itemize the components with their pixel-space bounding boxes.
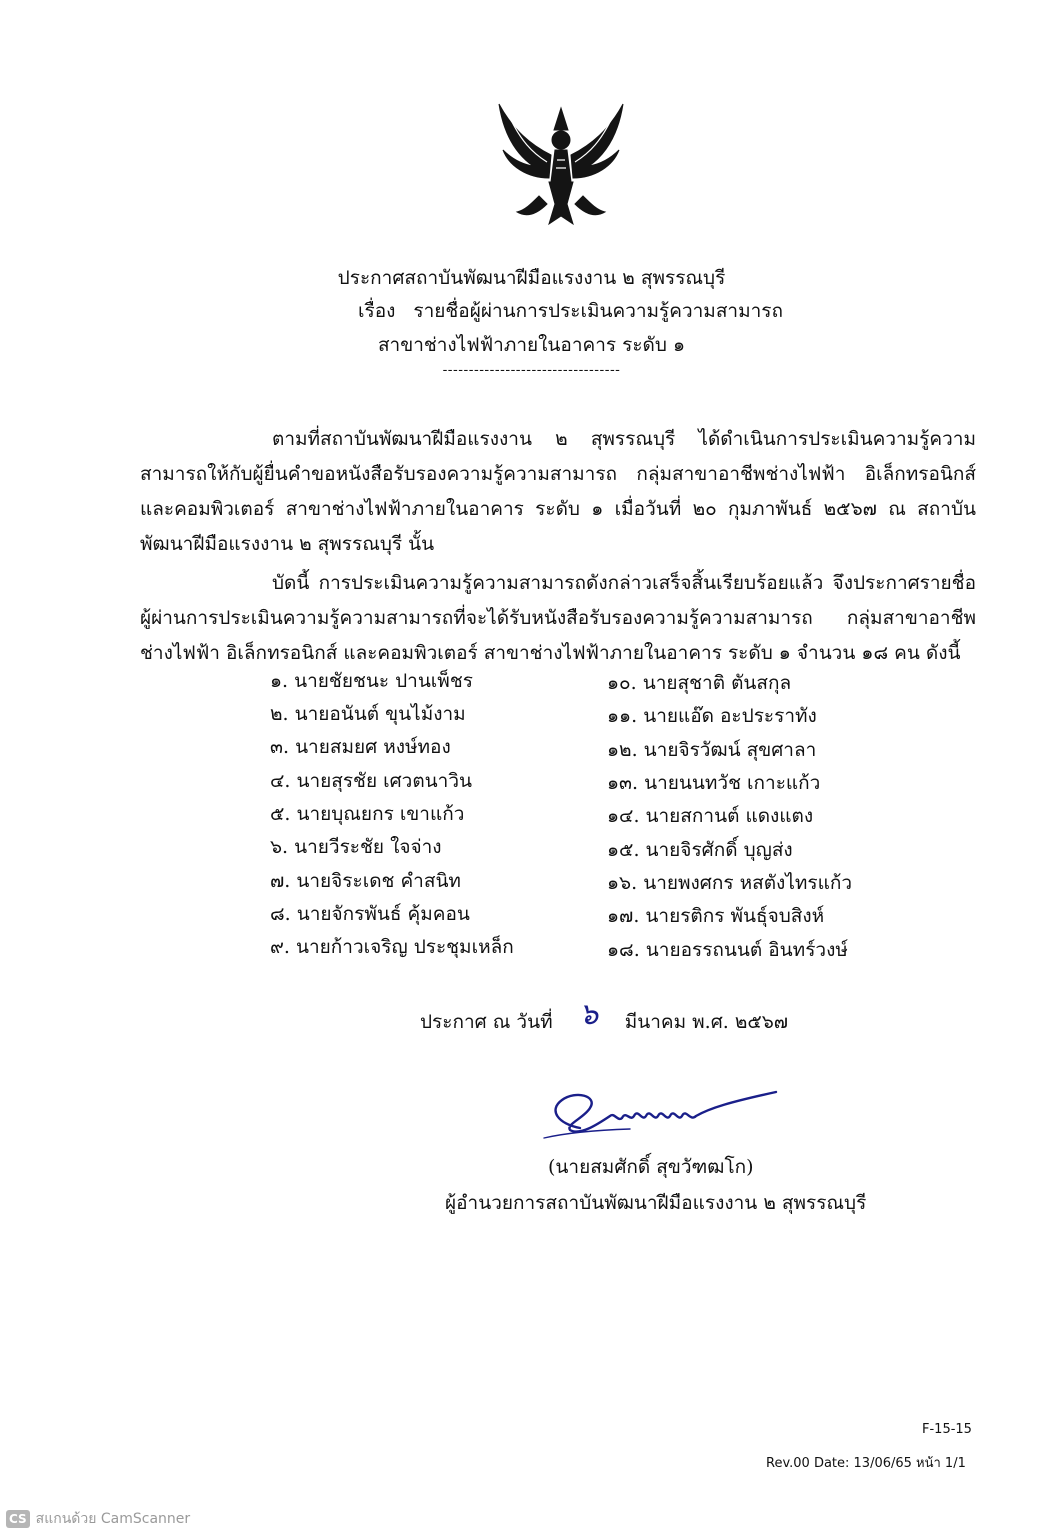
garuda-emblem [491,100,631,230]
name-list-item: ๘. นายจักรพันธ์ คุ้มคอน [270,903,470,925]
name-list-item: ๑๕. นายจิรศักดิ์ บุญส่ง [607,839,793,861]
name-list-item: ๗. นายจิระเดช คำสนิท [270,870,461,892]
name-list-item: ๑๐. นายสุชาติ ตันสกุล [607,672,792,694]
subject-label: เรื่อง [358,300,396,322]
scanner-text: สแกนด้วย CamScanner [35,1511,191,1527]
name-list-item: ๔. นายสุรชัย เศวตนาวิน [270,770,472,792]
subject-line [358,296,783,326]
name-list-item: ๑๗. นายรติกร พันธุ์จบสิงห์ [607,905,825,927]
name-list-item: ๒. นายอนันต์ ขุนไม้งาม [270,703,466,725]
signature-scribble [540,1080,790,1150]
name-list-item: ๑๒. นายจิรวัฒน์ สุขศาลา [607,739,817,761]
announcement-title: ประกาศสถาบันพัฒนาฝีมือแรงงาน ๒ สุพรรณบุรี [337,267,726,289]
name-list-item: ๓. นายสมยศ หงษ์ทอง [270,736,451,758]
name-list-item: ๖. นายวีระชัย ใจจ่าง [270,836,442,858]
name-list-item: ๑๖. นายพงศกร หสตังไทรแก้ว [607,872,853,894]
paragraph-1: ตามที่สถาบันพัฒนาฝีมือแรงงาน ๒ สุพรรณบุรี ได้ดำเนินการประเมินความรู้ความสามารถให้กับผู้ยื่นคำขอหนังสือรับรองความรู้ความสามารถ กลุ่มสาขาอาชีพช่างไฟฟ้า อิเล็กทรอนิกส์ และคอมพิวเตอร์ สาขาช่างไฟฟ้าภายในอาคาร ระดับ ๑ เมื่อวันที่ ๒๐ กุมภาพันธ์ ๒๕๖๗ ณ สถาบันพัฒนาฝีมือแรงงาน ๒ สุพรรณบุรี นั้น [140,428,976,555]
scanner-watermark [6,1508,190,1530]
name-list-item: ๑๑. นายแอ๊ด อะประราทัง [607,705,817,727]
name-list-item: ๑. นายชัยชนะ ปานเพ็ชร [270,670,473,692]
subject-line-2: สาขาช่างไฟฟ้าภายในอาคาร ระดับ ๑ [377,334,686,356]
handwritten-day: ๖ [579,997,599,1032]
name-list-item: ๑๓. นายนนทวัช เกาะแก้ว [607,772,821,794]
name-list-item: ๑๘. นายอรรถนนต์ อินทร์วงษ์ [607,939,848,961]
form-code: F-15-15 [922,1422,972,1437]
signer-title: ผู้อำนวยการสถาบันพัฒนาฝีมือแรงงาน ๒ สุพรรณบุรี [445,1192,867,1214]
name-list-item: ๕. นายบุณยกร เขาแก้ว [270,803,465,825]
revision-info: Rev.00 Date: 13/06/65 หน้า 1/1 [766,1456,966,1471]
camscanner-icon: CS [6,1510,30,1528]
paragraph-2: บัดนี้ การประเมินความรู้ความสามารถดังกล่าวเสร็จสิ้นเรียบร้อยแล้ว จึงประกาศรายชื่อผู้ผ่านการประเมินความรู้ความสามารถที่จะได้รับหนังสือรับรองความรู้ความสามารถ กลุ่มสาขาอาชีพช่างไฟฟ้า อิเล็กทรอนิกส์ และคอมพิวเตอร์ สาขาช่างไฟฟ้าภายในอาคาร ระดับ ๑ จำนวน ๑๘ คน ดังนี้ [140,572,976,664]
signer-name: (นายสมศักดิ์ สุขวัฑฒโก) [548,1156,754,1178]
announcement-date [420,995,788,1042]
name-list-item: ๙. นายก้าวเจริญ ประชุมเหล็ก [270,936,514,958]
subject-text: รายชื่อผู้ผ่านการประเมินความรู้ความสามารถ [413,300,783,322]
name-list-item: ๑๔. นายสกานต์ แดงแตง [607,805,814,827]
divider: ---------------------------------- [442,362,621,378]
date-month-year: มีนาคม พ.ศ. ๒๕๖๗ [624,1011,789,1033]
date-prefix: ประกาศ ณ วันที่ [420,1011,553,1033]
